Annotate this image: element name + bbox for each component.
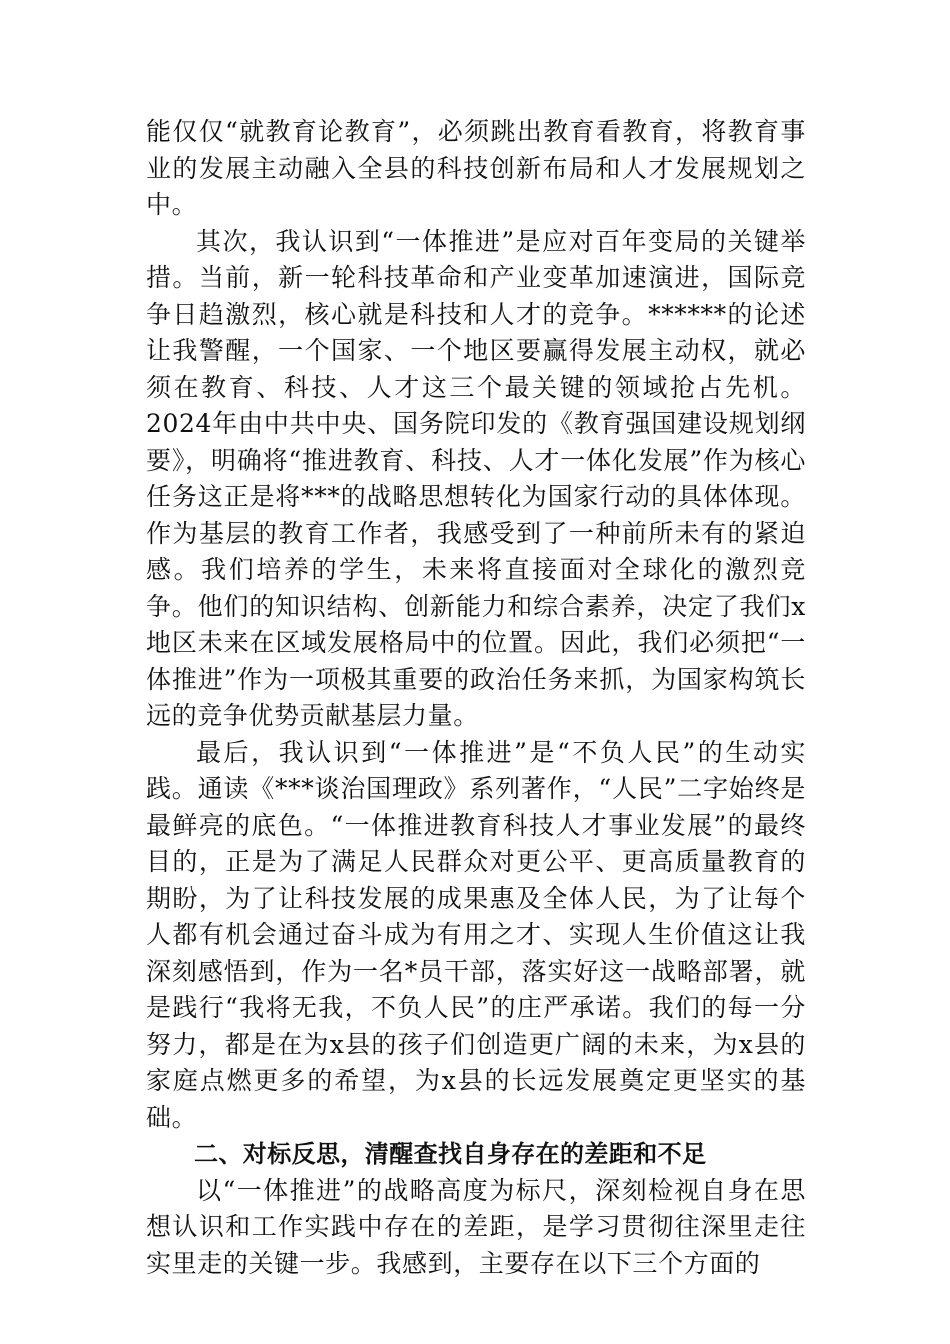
- document-body: [146, 114, 806, 1282]
- paragraph-second-point: 其次，我认识到“一体推进”是应对百年变局的关键举措。当前，新一轮科技革命和产业变革加速演进，国际竞争日趋激烈，核心就是科技和人才的竞争。******的论述让我警醒，一个国家、一个地区要赢得发展主动权，就必须在教育、科技、人才这三个最关键的领域抢占先机。2024年由中共中央、国务院印发的《教育强国建设规划纲要》，明确将“推进教育、科技、人才一体化发展”作为核心任务这正是将***的战略思想转化为国家行动的具体体现。作为基层的教育工作者，我感受到了一种前所未有的紧迫感。我们培养的学生，未来将直接面对全球化的激烈竞争。他们的知识结构、创新能力和综合素养，决定了我们x地区未来在区域发展格局中的位置。因此，我们必须把“一体推进”作为一项极其重要的政治任务来抓，为国家构筑长远的竞争优势贡献基层力量。: [146, 226, 806, 730]
- section-heading: 二、对标反思，清醒查找自身存在的差距和不足: [194, 1140, 707, 1168]
- paragraph-final-point: 最后，我认识到“一体推进”是“不负人民”的生动实践。通读《***谈治国理政》系列著作，“人民”二字始终是最鲜亮的底色。“一体推进教育科技人才事业发展”的最终目的，正是为了满足人民群众对更公平、更高质量教育的期盼，为了让科技发展的成果惠及全体人民，为了让每个人都有机会通过奋斗成为有用之才、实现人生价值这让我深刻感悟到，作为一名*员干部，落实好这一战略部署，就是践行“我将无我，不负人民”的庄严承诺。我们的每一分努力，都是在为x县的孩子们创造更广阔的未来，为x县的家庭点燃更多的希望，为x县的长远发展奠定更坚实的基础。: [146, 737, 806, 1132]
- paragraph-section-intro: 以“一体推进”的战略高度为标尺，深刻检视自身在思想认识和工作实践中存在的差距，是学习贯彻往深里走往实里走的关键一步。我感到，主要存在以下三个方面的: [146, 1175, 806, 1278]
- paragraph-continued: 能仅仅“就教育论教育”，必须跳出教育看教育，将教育事业的发展主动融入全县的科技创新布局和人才发展规划之中。: [146, 117, 806, 219]
